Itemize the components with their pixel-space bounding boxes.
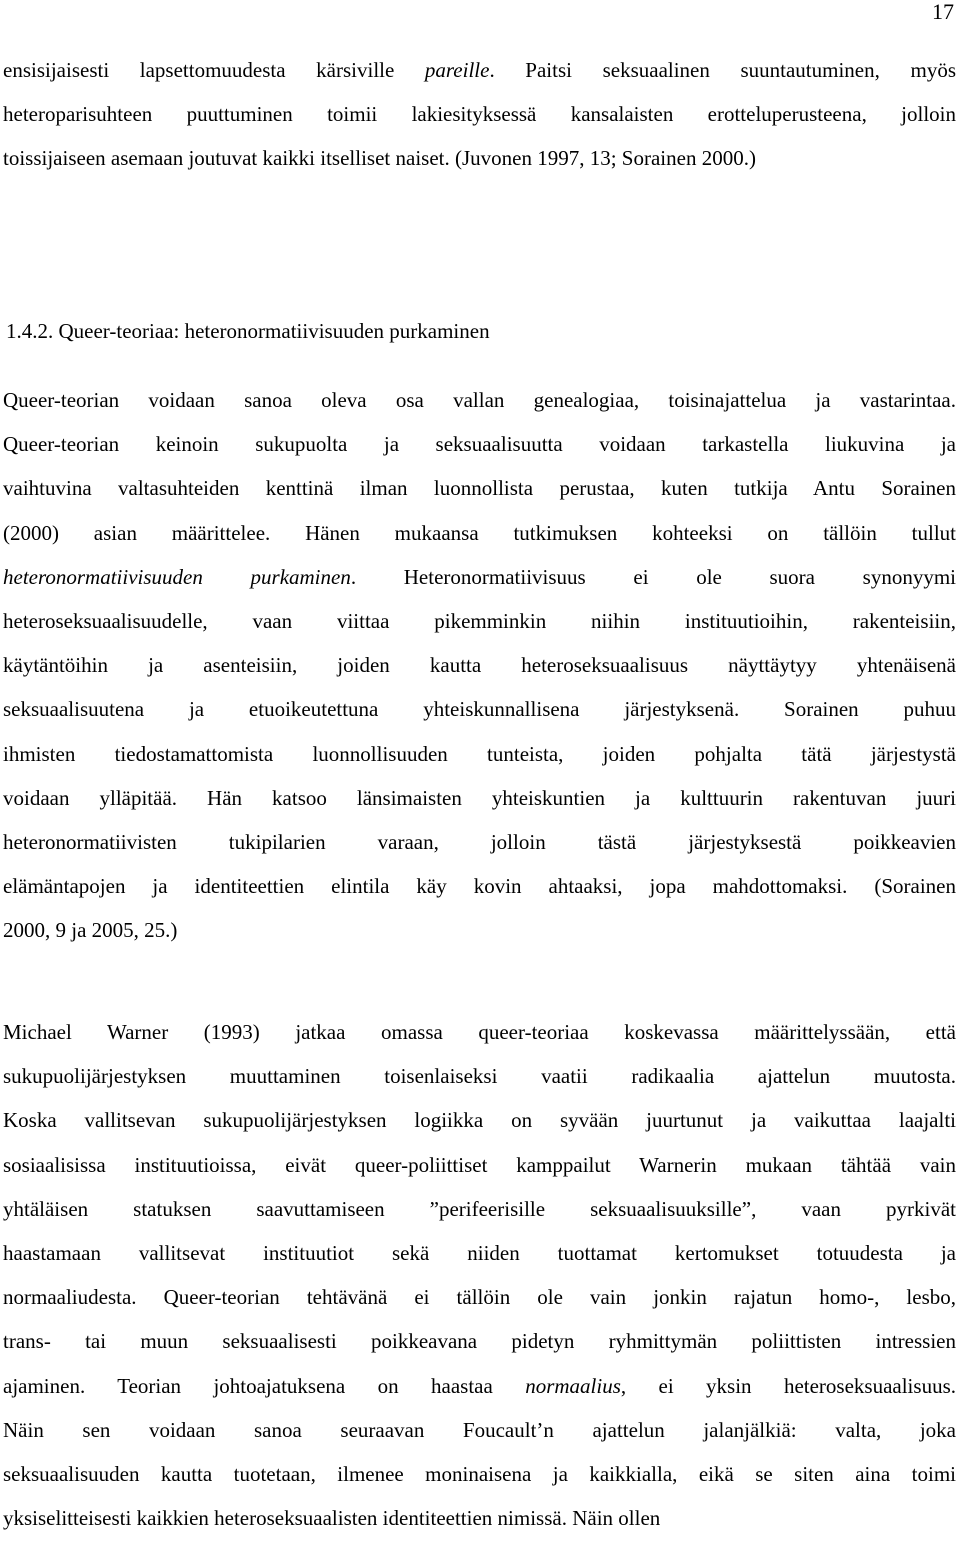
- text-line: [3, 1105, 956, 1149]
- text-line: [3, 650, 956, 694]
- text-run: ajaminen. Teorian johtoajatuksena on haastaa: [3, 1373, 526, 1398]
- text-run: elämäntapojen ja identiteettien elintila käy kovin ahtaaksi, jopa mahdottomaksi. (Sorainen: [3, 874, 956, 899]
- text-run: käytäntöihin ja asenteisiin, joiden kautta heteroseksuaalisuus näyttäytyy yhtenäisenä: [3, 653, 956, 678]
- text-run: trans- tai muun seksuaalisesti poikkeavana pidetyn ryhmittymän poliittisten intressien: [3, 1329, 956, 1354]
- text-run: vaihtuvina valtasuhteiden kenttinä ilman luonnollista perustaa, kuten tutkija Antu Sorainen: [3, 476, 956, 501]
- text-run: voidaan ylläpitää. Hän katsoo länsimaisten yhteiskuntien ja kulttuurin rakentuvan juuri: [3, 785, 956, 810]
- italic-text: normaalius: [525, 1373, 621, 1398]
- text-line: [3, 1503, 956, 1547]
- text-line: [3, 1371, 956, 1415]
- text-line: [3, 55, 956, 99]
- text-run: ensisijaisesti lapsettomuudesta kärsiville: [3, 58, 425, 82]
- paragraph-3: [3, 1017, 956, 1547]
- text-line: [3, 871, 956, 915]
- text-run: normaaliudesta. Queer-teorian tehtävänä ei tällöin ole vain jonkin rajatun homo-, lesbo,: [3, 1285, 956, 1310]
- text-run: yhtäläisen statuksen saavuttamiseen ”perifeerisille seksuaalisuuksille”, vaan pyrkivät: [3, 1196, 956, 1221]
- text-run: Michael Warner (1993) jatkaa omassa queer-teoriaa koskevassa määrittelyssään, että: [3, 1020, 956, 1044]
- text-run: yksiselitteisesti kaikkien heteroseksuaalisten identiteettien nimissä. Näin ollen: [3, 1506, 661, 1531]
- text-line: [3, 606, 956, 650]
- text-run: (2000) asian määrittelee. Hänen mukaansa tutkimuksen kohteeksi on tällöin tullut: [3, 520, 956, 545]
- text-line: [3, 1415, 956, 1459]
- text-line: [3, 562, 956, 606]
- text-line: [3, 915, 956, 959]
- text-run: sosiaalisissa instituutioissa, eivät queer-poliittiset kamppailut Warnerin mukaan tähtää vain: [3, 1152, 956, 1177]
- text-run: Koska vallitsevan sukupuolijärjestyksen logiikka on syvään juurtunut ja vaikuttaa laajalti: [3, 1108, 956, 1133]
- text-line: [3, 385, 956, 429]
- text-line: [3, 143, 956, 187]
- text-line: [3, 1194, 956, 1238]
- section-heading: 1.4.2. Queer-teoriaa: heteronormatiivisuuden purkaminen: [6, 319, 490, 343]
- italic-text: heteronormatiivisuuden purkaminen: [3, 564, 351, 589]
- paragraph-2: [3, 385, 956, 959]
- text-run: sukupuolijärjestyksen muuttaminen toisenlaiseksi vaatii radikaalia ajattelun muutosta.: [3, 1064, 956, 1089]
- paragraph-1: [3, 55, 956, 188]
- text-line: [3, 1282, 956, 1326]
- text-line: [3, 739, 956, 783]
- text-run: heteroparisuhteen puuttuminen toimii lakiesityksessä kansalaisten erotteluperusteena, jolloin: [3, 102, 956, 127]
- text-run: Queer-teorian keinoin sukupuolta ja seksuaalisuutta voidaan tarkastella liukuvina ja: [3, 432, 956, 457]
- text-run: seksuaalisuutena ja etuoikeutettuna yhteiskunnallisena järjestyksenä. Sorainen puhuu: [3, 697, 956, 722]
- text-run: heteroseksuaalisuudelle, vaan viittaa pikemminkin niihin instituutioihin, rakenteisiin,: [3, 608, 956, 633]
- text-run: heteronormatiivisten tukipilarien varaan, jolloin tästä järjestyksestä poikkeavien: [3, 829, 956, 854]
- text-run: , ei yksin heteroseksuaalisuus.: [620, 1373, 956, 1398]
- text-line: [3, 1238, 956, 1282]
- text-line: [3, 1326, 956, 1370]
- text-run: ihmisten tiedostamattomista luonnollisuuden tunteista, joiden pohjalta tätä järjestystä: [3, 741, 956, 766]
- text-run: haastamaan vallitsevat instituutiot sekä niiden tuottamat kertomukset totuudesta ja: [3, 1240, 956, 1265]
- text-run: seksuaalisuuden kautta tuotetaan, ilmenee moninaisena ja kaikkialla, eikä se siten aina toimi: [3, 1461, 956, 1486]
- italic-text: pareille: [424, 58, 490, 82]
- text-run: toissijaiseen asemaan joutuvat kaikki itselliset naiset. (Juvonen 1997, 13; Sorainen 2000.): [3, 146, 756, 171]
- text-run: . Paitsi seksuaalinen suuntautuminen, myös: [489, 58, 956, 82]
- text-line: [3, 694, 956, 738]
- text-line: [3, 518, 956, 562]
- text-line: [3, 1459, 956, 1503]
- text-line: [3, 99, 956, 143]
- text-run: . Heteronormatiivisuus ei ole suora synonyymi: [350, 564, 956, 589]
- text-line: [3, 1150, 956, 1194]
- text-line: [3, 429, 956, 473]
- text-line: [3, 473, 956, 517]
- page-number: 17: [932, 0, 954, 24]
- text-line: [3, 1017, 956, 1061]
- text-run: 2000, 9 ja 2005, 25.): [3, 918, 178, 943]
- text-line: [3, 783, 956, 827]
- text-run: Queer-teorian voidaan sanoa oleva osa vallan genealogiaa, toisinajattelua ja vastarintaa.: [3, 388, 956, 412]
- text-run: Näin sen voidaan sanoa seuraavan Foucault’n ajattelun jalanjälkiä: valta, joka: [3, 1417, 956, 1442]
- text-line: [3, 1061, 956, 1105]
- text-line: [3, 827, 956, 871]
